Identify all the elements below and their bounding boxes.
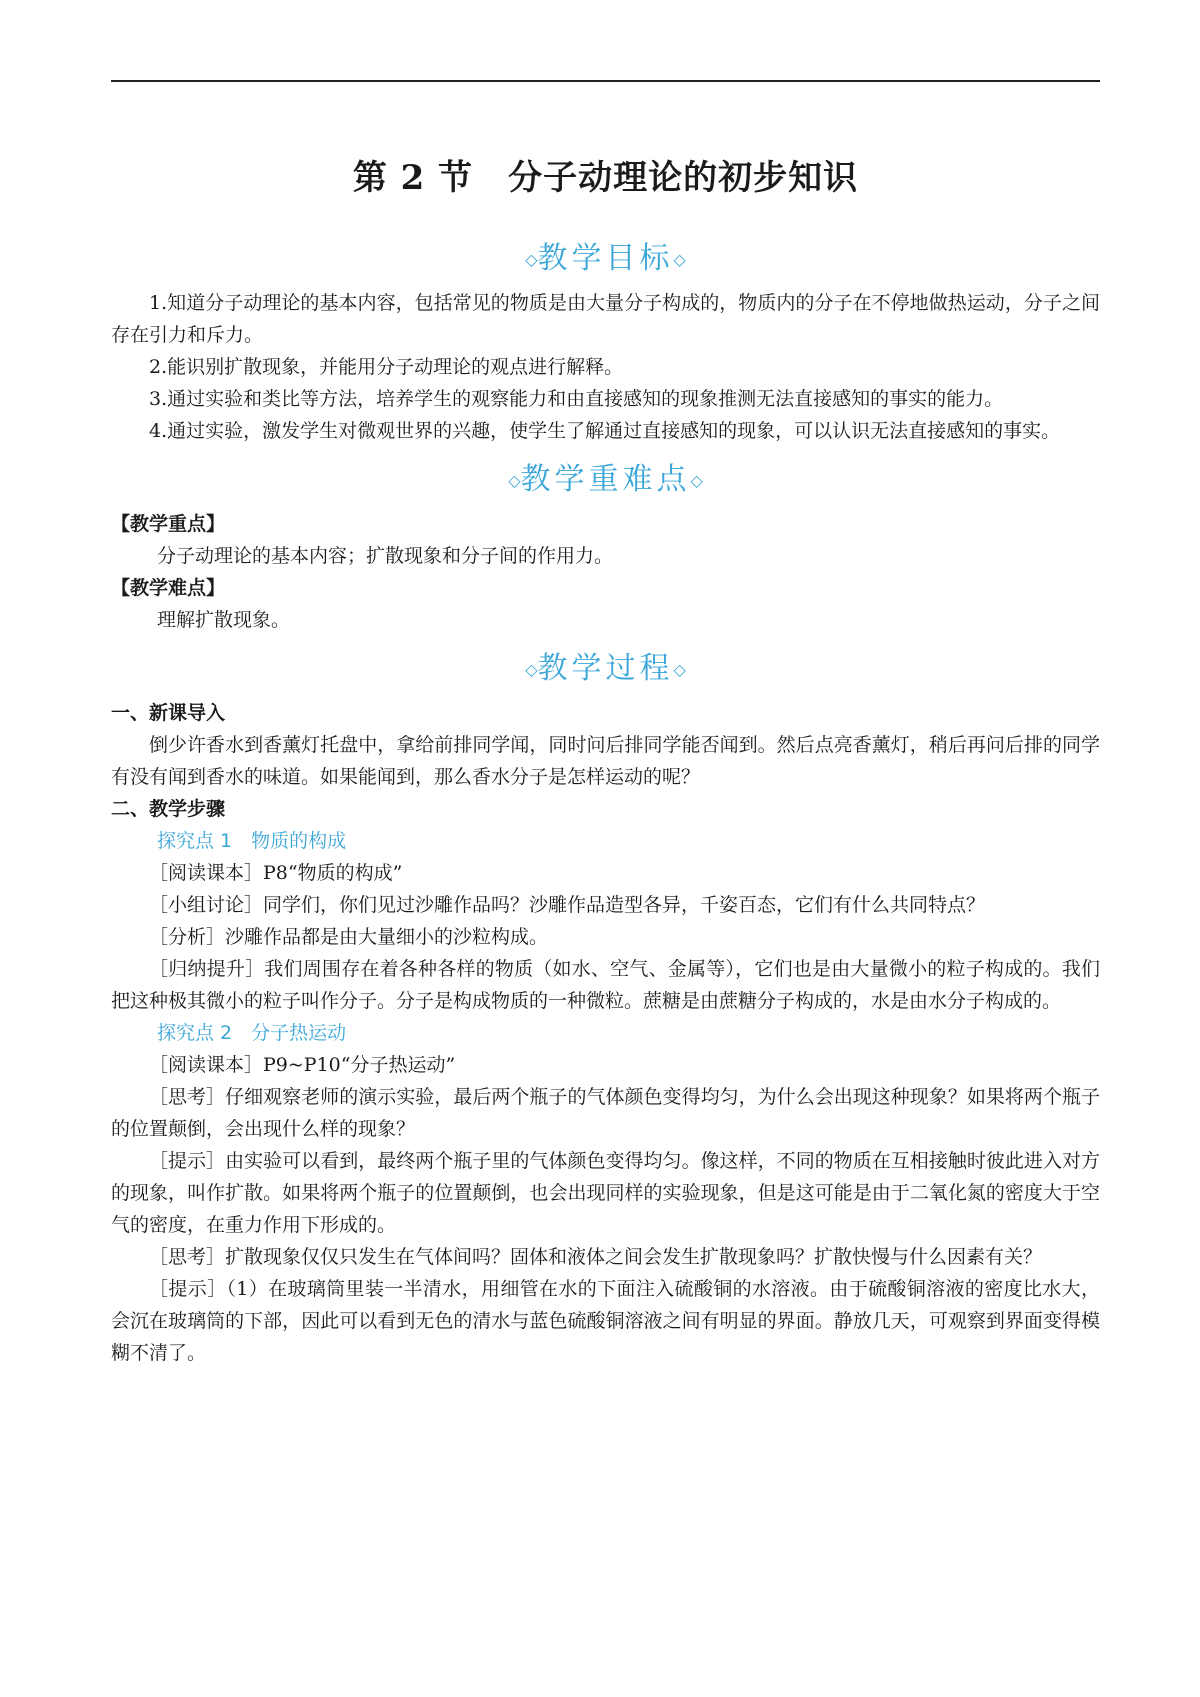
objective-item: 2.能识别扩散现象，并能用分子动理论的观点进行解释。 xyxy=(149,356,624,378)
diamond-icon: ◇ xyxy=(673,660,686,679)
paragraph-text: 我们周围存在着各种各样的物质（如水、空气、金属等），它们也是由大量微小的粒子构成的。我们把这种极其微小的粒子叫作分子。分子是构成物质的一种微粒。蔗糖是由蔗糖分子构成的，水是由水分子构成的。 xyxy=(111,958,1100,1012)
tag-label: ［提示］ xyxy=(149,1150,226,1172)
tag-label: ［思考］ xyxy=(149,1246,226,1268)
header-rule xyxy=(111,80,1100,82)
document-body xyxy=(111,150,1100,1369)
intro-label: 一、新课导入 xyxy=(111,702,226,724)
section-heading-objectives xyxy=(111,234,1100,285)
objective-item: 1.知道分子动理论的基本内容，包括常见的物质是由大量分子构成的，物质内的分子在不停地做热运动，分子之间存在引力和斥力。 xyxy=(111,292,1100,346)
diamond-icon: ◇ xyxy=(508,471,521,490)
steps-label: 二、教学步骤 xyxy=(111,798,226,820)
section-heading-process xyxy=(111,644,1100,695)
focus-label: 【教学重点】 xyxy=(111,513,226,535)
topic-title: 探究点 1 物质的构成 xyxy=(157,830,347,852)
paragraph xyxy=(111,1049,1100,1081)
paragraph-text: （1）在玻璃筒里装一半清水，用细管在水的下面注入硫酸铜的水溶液。由于硫酸铜溶液的密度比水大，会沉在玻璃筒的下部，因此可以看到无色的清水与蓝色硫酸铜溶液之间有明显的界面。静放几天，可观察到界面变得模糊不清了。 xyxy=(111,1278,1100,1364)
section-heading-label: 教学重难点 xyxy=(520,462,691,497)
objective-item: 3.通过实验和类比等方法，培养学生的观察能力和由直接感知的现象推测无法直接感知的事实的能力。 xyxy=(149,388,1004,410)
diamond-icon: ◇ xyxy=(673,250,686,269)
section-heading-key-points xyxy=(111,455,1100,506)
paragraph-text: 由实验可以看到，最终两个瓶子里的气体颜色变得均匀。像这样，不同的物质在互相接触时彼此进入对方的现象，叫作扩散。如果将两个瓶子的位置颠倒，也会出现同样的实验现象，但是这可能是由于二氧化氮的密度大于空气的密度，在重力作用下形成的。 xyxy=(111,1150,1100,1236)
paragraph xyxy=(111,889,1100,921)
paragraph-text: P9~P10“分子热运动” xyxy=(263,1054,456,1076)
paragraph-text: 同学们，你们见过沙雕作品吗？沙雕作品造型各异，千姿百态，它们有什么共同特点？ xyxy=(263,894,986,916)
focus-text: 分子动理论的基本内容；扩散现象和分子间的作用力。 xyxy=(157,545,614,567)
tag-label: ［思考］ xyxy=(149,1086,226,1108)
paragraph xyxy=(111,1081,1100,1145)
difficulty-label: 【教学难点】 xyxy=(111,577,226,599)
paragraph xyxy=(111,921,1100,953)
section-heading-label: 教学目标 xyxy=(537,241,674,276)
difficulty-text: 理解扩散现象。 xyxy=(157,609,291,631)
diamond-icon: ◇ xyxy=(525,660,538,679)
paragraph xyxy=(111,1273,1100,1369)
tag-label: ［提示］ xyxy=(149,1278,227,1300)
paragraph-text: 扩散现象仅仅只发生在气体间吗？固体和液体之间会发生扩散现象吗？扩散快慢与什么因素有关？ xyxy=(225,1246,1043,1268)
paragraph xyxy=(111,953,1100,1017)
diamond-icon: ◇ xyxy=(525,250,538,269)
tag-label: ［小组讨论］ xyxy=(149,894,264,916)
objective-item: 4.通过实验，激发学生对微观世界的兴趣，使学生了解通过直接感知的现象，可以认识无法直接感知的事实。 xyxy=(149,420,1061,442)
paragraph xyxy=(111,1241,1100,1273)
paragraph-text: 沙雕作品都是由大量细小的沙粒构成。 xyxy=(225,926,549,948)
tag-label: ［归纳提升］ xyxy=(149,958,265,980)
topic-title: 探究点 2 分子热运动 xyxy=(157,1022,347,1044)
paragraph-text: 仔细观察老师的演示实验，最后两个瓶子的气体颜色变得均匀，为什么会出现这种现象？如果将两个瓶子的位置颠倒，会出现什么样的现象？ xyxy=(111,1086,1100,1140)
tag-label: ［阅读课本］ xyxy=(149,862,264,884)
intro-text: 倒少许香水到香薰灯托盘中，拿给前排同学闻，同时问后排同学能否闻到。然后点亮香薰灯，稍后再问后排的同学有没有闻到香水的味道。如果能闻到，那么香水分子是怎样运动的呢？ xyxy=(111,734,1100,788)
paragraph xyxy=(111,857,1100,889)
tag-label: ［阅读课本］ xyxy=(149,1054,264,1076)
diamond-icon: ◇ xyxy=(690,471,703,490)
paragraph-text: P8“物质的构成” xyxy=(263,862,403,884)
tag-label: ［分析］ xyxy=(149,926,226,948)
page-title: 第 2 节 分子动理论的初步知识 xyxy=(352,158,859,198)
section-heading-label: 教学过程 xyxy=(537,651,674,686)
paragraph xyxy=(111,1145,1100,1241)
